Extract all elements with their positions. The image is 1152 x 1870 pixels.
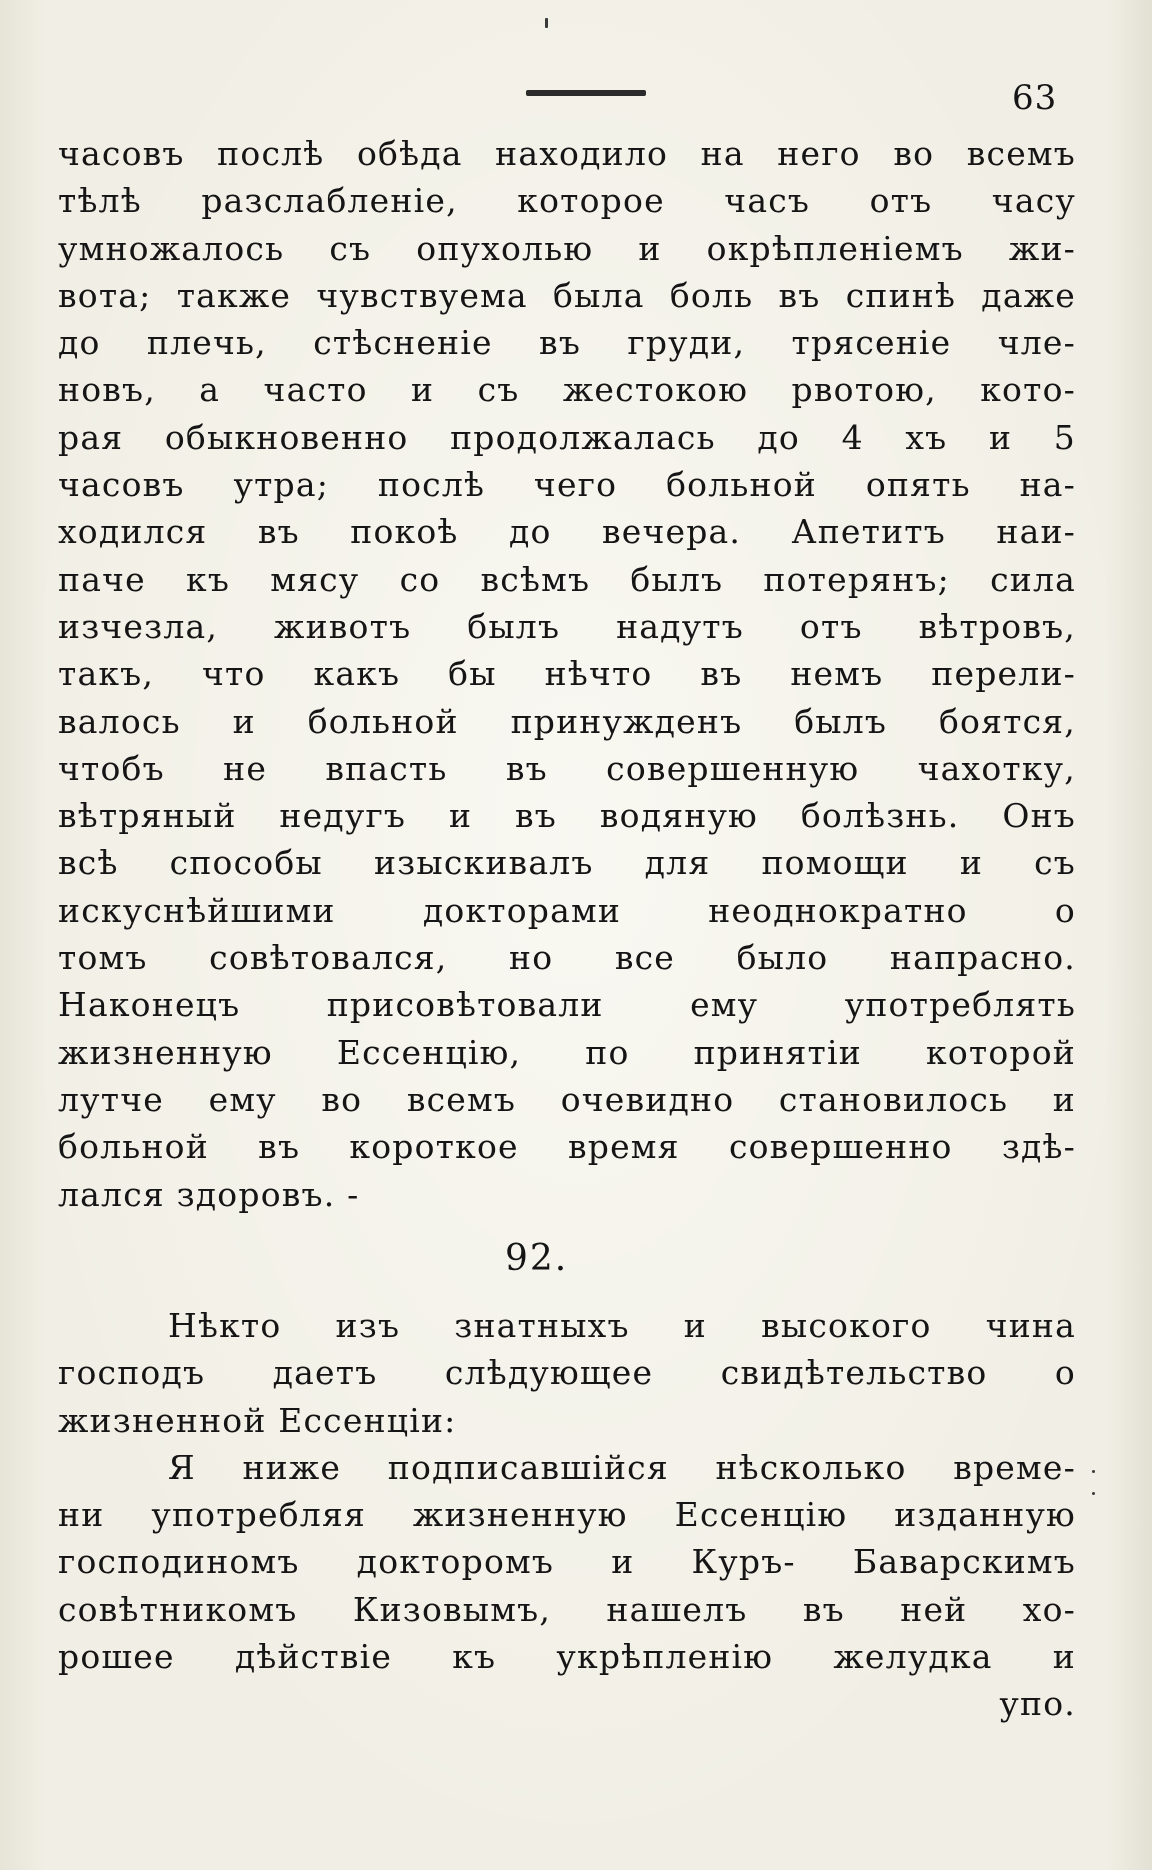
text-line: паче къ мясу со всѣмъ былъ потерянъ; сила [58,559,1076,599]
text-line: часовъ утра; послѣ чего больной опять на- [58,465,1076,505]
text-line: валось и больной принужденъ былъ боятся, [58,701,1076,741]
text-line: лутче ему во всемъ очевидно становилось и [58,1079,1076,1119]
text-line: жизненной Ессенціи: [58,1400,457,1440]
text-line: жизненную Ессенцію, по принятіи которой [58,1032,1076,1072]
ink-speck [1092,1492,1095,1495]
continued-paragraph [58,130,1076,1218]
ink-speck [1092,1470,1095,1473]
text-line: Наконецъ присовѣтовали ему употреблять [58,985,1076,1025]
text-line: такъ, что какъ бы нѣчто въ немъ перели- [58,654,1076,694]
text-line: тѣлѣ разслабленіе, которое часъ отъ часу [58,181,1076,221]
text-line: совѣтникомъ Кизовымъ, нашелъ въ ней хо- [58,1589,1076,1629]
text-line: ни употребляя жизненную Ессенцію изданную [58,1495,1076,1535]
testimony-paragraph [58,1302,1076,1728]
text-line: лался здоровъ. - [58,1174,360,1214]
text-line: Я ниже подписавшійся нѣсколько време- [168,1447,1076,1487]
text-line: чтобъ не впасть въ совершенную чахотку, [58,748,1076,788]
text-line: ходился въ покоѣ до вечера. Апетитъ наи- [58,512,1076,552]
text-line: Нѣкто изъ знатныхъ и высокого чина [168,1306,1076,1345]
text-line: рая обыкновенно продолжалась до 4 хъ и 5 [58,417,1076,457]
page-number: 63 [1012,78,1058,118]
text-line: искуснѣйшими докторами неоднократно о [58,890,1076,930]
text-line: господъ даетъ слѣдующее свидѣтельство о [58,1353,1076,1393]
header-rule [526,90,646,96]
text-line: томъ совѣтовался, но все было напрасно. [58,938,1076,978]
text-line: вѣтряный недугъ и въ водяную болѣзнь. Онъ [58,796,1076,836]
section-number: 92. [505,1238,569,1279]
catchword: упо. [999,1684,1076,1724]
text-line: господиномъ докторомъ и Куръ- Баварскимъ [58,1542,1076,1582]
text-line: рошее дѣйствіе къ укрѣпленію желудка и [58,1637,1076,1677]
text-line: вота; также чувствуема была боль въ спинѣ даже [58,275,1076,315]
text-line: умножалось съ опухолью и окрѣпленіемъ жи- [58,228,1076,268]
text-line: часовъ послѣ обѣда находило на него во всемъ [58,134,1076,173]
text-line: изчезла, животъ былъ надутъ отъ вѣтровъ, [58,606,1076,646]
text-line: больной въ короткое время совершенно здѣ- [58,1127,1076,1167]
text-line: новъ, а часто и съ жестокою рвотою, кото- [58,370,1076,410]
text-line: до плечь, стѣсненіе въ груди, трясеніе чле- [58,323,1076,363]
text-line: всѣ способы изыскивалъ для помощи и съ [58,843,1076,883]
ink-speck [545,18,548,28]
